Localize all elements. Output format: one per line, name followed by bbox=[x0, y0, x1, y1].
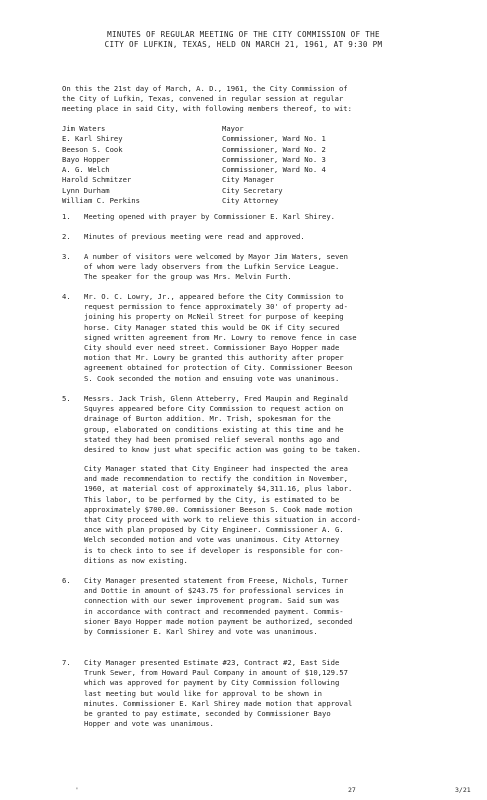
item-number: 2. bbox=[62, 232, 71, 241]
attendee-row bbox=[62, 186, 462, 196]
item-text bbox=[84, 212, 480, 222]
item-line: and made recommendation to rectify the condition in November, bbox=[84, 474, 348, 484]
item-line: 1960, at material cost of approximately $4,311.16, plus labor. bbox=[84, 484, 353, 494]
attendee-row bbox=[62, 175, 462, 185]
item-number: 6. bbox=[62, 576, 71, 585]
footer-mark: ' bbox=[75, 786, 79, 794]
attendee-title: City Manager bbox=[222, 175, 274, 185]
item-line: agreement obtained for protection of City. Commissioner Beeson bbox=[84, 363, 353, 373]
attendee-row bbox=[62, 196, 462, 206]
attendee-roster bbox=[62, 124, 462, 206]
item-line: Welch seconded motion and vote was unanimous. City Attorney bbox=[84, 535, 340, 545]
item-line: desired to know just what specific action was going to be taken. bbox=[84, 445, 361, 455]
item-line: City Manager presented statement from Freese, Nichols, Turner bbox=[84, 576, 348, 585]
item-line: group, elaborated on conditions existing at this time and he bbox=[84, 424, 344, 434]
minutes-title-line-2: CITY OF LUFKIN, TEXAS, HELD ON MARCH 21, 1961, AT 9:30 PM bbox=[104, 40, 383, 49]
item-line: Trunk Sewer, from Howard Paul Company in amount of $10,129.57 bbox=[84, 668, 348, 678]
attendee-name: Beeson S. Cook bbox=[62, 144, 123, 154]
item-line: approximately $700.00. Commissioner Beeson S. Cook made motion bbox=[84, 504, 353, 514]
item-line: minutes. Commissioner E. Karl Shirey made motion that approval bbox=[84, 698, 353, 708]
attendee-row bbox=[62, 165, 462, 175]
item-line: be granted to pay estimate, seconded by Commissioner Bayo bbox=[84, 709, 331, 719]
item-line: sioner Bayo Hopper made motion payment be authorized, seconded bbox=[84, 616, 353, 626]
item-number: 7. bbox=[62, 658, 71, 667]
page-footer bbox=[0, 786, 487, 796]
attendee-title: Commissioner, Ward No. 2 bbox=[222, 144, 326, 154]
item-line: A number of visitors were welcomed by Mayor Jim Waters, seven bbox=[84, 252, 348, 261]
attendee-name: William C. Perkins bbox=[62, 196, 140, 206]
attendee-title: Commissioner, Ward No. 1 bbox=[222, 134, 326, 144]
item-line: which was approved for payment by City Commission following bbox=[84, 678, 340, 688]
attendee-name: E. Karl Shirey bbox=[62, 134, 123, 144]
attendee-title: City Attorney bbox=[222, 196, 279, 206]
item-number: 3. bbox=[62, 252, 71, 261]
item-line: Messrs. Jack Trish, Glenn Atteberry, Fred Maupin and Reginald bbox=[84, 394, 348, 403]
item-line: The speaker for the group was Mrs. Melvin Furth. bbox=[84, 272, 292, 282]
item-line: horse. City Manager stated this would be OK if City secured bbox=[84, 322, 340, 332]
intro-line: the City of Lufkin, Texas, convened in regular session at regular bbox=[62, 94, 344, 104]
attendee-title: City Secretary bbox=[222, 185, 283, 195]
item-line: and Dottie in amount of $243.75 for professional services in bbox=[84, 586, 344, 596]
item-line: S. Cook seconded the motion and ensuing vote was unanimous. bbox=[84, 373, 340, 383]
item-line: City Manager presented Estimate #23, Contract #2, East Side bbox=[84, 658, 340, 667]
item-line: drainage of Burton addition. Mr. Trish, spokesman for the bbox=[84, 414, 331, 424]
attendee-name: Jim Waters bbox=[62, 124, 106, 133]
footer-date: 3/21 bbox=[455, 786, 471, 794]
item-line: City Manager stated that City Engineer had inspected the area bbox=[84, 464, 348, 473]
item-text bbox=[84, 658, 480, 729]
item-line: in accordance with contract and recommended payment. Commis- bbox=[84, 606, 344, 616]
item-line: signed written agreement from Mr. Lowry to remove fence in case bbox=[84, 332, 357, 342]
attendee-title: Mayor bbox=[222, 124, 244, 133]
item-line: ance with plan proposed by City Engineer. Commissioner A. G. bbox=[84, 525, 344, 535]
item-text bbox=[84, 394, 480, 455]
attendee-title: Commissioner, Ward No. 3 bbox=[222, 154, 326, 164]
item-line: ditions as now existing. bbox=[84, 555, 188, 565]
attendee-name: Harold Schmitzer bbox=[62, 175, 132, 185]
attendee-row bbox=[62, 145, 462, 155]
item-line: Hopper and vote was unanimous. bbox=[84, 719, 214, 729]
item-line: by Commissioner E. Karl Shirey and vote was unanimous. bbox=[84, 627, 318, 637]
intro-line: meeting place in said City, with following members thereof, to wit: bbox=[62, 104, 352, 114]
item-line: Squyres appeared before City Commission to request action on bbox=[84, 404, 344, 414]
item-line: connection with our sewer improvement program. Said sum was bbox=[84, 596, 340, 606]
minutes-title-line-1: MINUTES OF REGULAR MEETING OF THE CITY COMMISSION OF THE bbox=[107, 30, 380, 39]
item-text bbox=[84, 232, 480, 242]
item-line: joining his property on McNeil Street for purpose of keeping bbox=[84, 312, 344, 322]
attendee-name: Bayo Hopper bbox=[62, 154, 110, 164]
attendee-name: Lynn Durham bbox=[62, 185, 110, 195]
item-number: 4. bbox=[62, 292, 71, 301]
attendee-name: A. G. Welch bbox=[62, 165, 110, 175]
item-line: is to check into to see if developer is responsible for con- bbox=[84, 545, 344, 555]
item-line: of whom were lady observers from the Lufkin Service League. bbox=[84, 262, 340, 272]
item-text bbox=[84, 252, 480, 283]
item-number: 5. bbox=[62, 394, 71, 403]
item-line: This labor, to be performed by the City, is estimated to be bbox=[84, 494, 340, 504]
attendee-row bbox=[62, 134, 462, 144]
item-line: Mr. O. C. Lowry, Jr., appeared before the City Commission to bbox=[84, 292, 344, 301]
intro-line: On this the 21st day of March, A. D., 1961, the City Commission of bbox=[62, 84, 348, 93]
item-line: motion that Mr. Lowry be granted this authority after proper bbox=[84, 353, 344, 363]
attendee-row bbox=[62, 124, 462, 134]
item-line: City should ever need street. Commissioner Bayo Hopper made bbox=[84, 343, 340, 353]
item-line: Minutes of previous meeting were read and approved. bbox=[84, 232, 305, 241]
item-line: that City proceed with work to relieve this situation in accord- bbox=[84, 515, 361, 525]
item-line: last meeting but would like for approval to be shown in bbox=[84, 688, 322, 698]
item-line: Meeting opened with prayer by Commissioner E. Karl Shirey. bbox=[84, 212, 335, 221]
attendee-title: Commissioner, Ward No. 4 bbox=[222, 165, 326, 175]
item-text bbox=[84, 576, 480, 637]
intro-paragraph bbox=[62, 84, 472, 115]
item-text bbox=[84, 292, 480, 384]
item-line: request permission to fence approximately 30' of property ad- bbox=[84, 302, 348, 312]
item-line: stated they had been promised relief several months ago and bbox=[84, 434, 340, 444]
item-5-continuation bbox=[84, 464, 480, 566]
item-number: 1. bbox=[62, 212, 71, 221]
footer-page-number: 27 bbox=[348, 786, 356, 794]
attendee-row bbox=[62, 155, 462, 165]
